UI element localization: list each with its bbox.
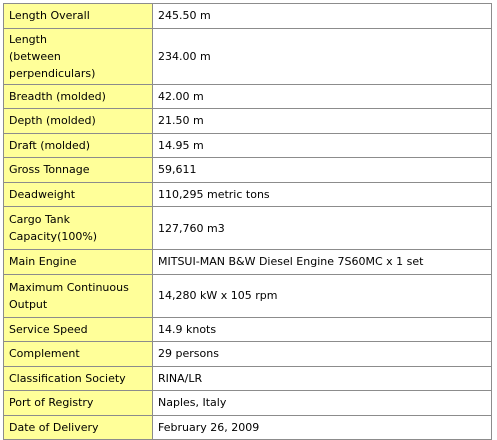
- row-label-text: Length: [9, 32, 47, 46]
- row-value: 14.95 m: [153, 133, 492, 158]
- row-label: [4, 207, 153, 250]
- table-row: [4, 274, 492, 317]
- row-label-text: Complement: [9, 347, 80, 361]
- table-row: [4, 415, 492, 440]
- row-label: [4, 109, 153, 134]
- row-label-text: Date of Delivery: [9, 420, 99, 434]
- row-label-text: Draft (molded): [9, 138, 91, 152]
- row-label-text: Main Engine: [9, 255, 77, 269]
- row-label-text: Port of Registry: [9, 396, 94, 410]
- row-value: RINA/LR: [153, 366, 492, 391]
- row-label-text: (between perpendiculars): [9, 49, 96, 80]
- row-value: 110,295 metric tons: [153, 182, 492, 207]
- row-label-text: Deadweight: [9, 187, 76, 201]
- row-label-text: Output: [9, 297, 48, 311]
- row-label-text: Classification Society: [9, 371, 126, 385]
- row-value: 127,760 m3: [153, 207, 492, 250]
- row-label-text: Capacity(100%): [9, 230, 98, 243]
- table-row: [4, 391, 492, 416]
- row-value: 234.00 m: [153, 28, 492, 84]
- row-label: [4, 342, 153, 367]
- row-label: [4, 182, 153, 207]
- row-label: [4, 250, 153, 275]
- row-label: [4, 366, 153, 391]
- row-label-text: Breadth (molded): [9, 89, 106, 103]
- row-value: 42.00 m: [153, 84, 492, 109]
- row-label-text: Gross Tonnage: [9, 163, 90, 177]
- ship-specifications-table: [3, 3, 492, 440]
- row-value: 29 persons: [153, 342, 492, 367]
- table-row: [4, 158, 492, 183]
- row-value: 14,280 kW x 105 rpm: [153, 274, 492, 317]
- table-row: [4, 4, 492, 29]
- row-label-text: Maximum Continuous: [9, 280, 129, 294]
- row-value: February 26, 2009: [153, 415, 492, 440]
- row-value: 14.9 knots: [153, 317, 492, 342]
- row-label: [4, 84, 153, 109]
- table-row: [4, 84, 492, 109]
- table-row: [4, 317, 492, 342]
- row-label: [4, 28, 153, 84]
- row-label: [4, 133, 153, 158]
- table-row: [4, 182, 492, 207]
- table-row: [4, 342, 492, 367]
- row-label-text: Length Overall: [9, 9, 90, 23]
- row-label-text: Service Speed: [9, 322, 88, 336]
- row-label: [4, 4, 153, 29]
- table-row: [4, 366, 492, 391]
- row-label: [4, 158, 153, 183]
- row-label: [4, 391, 153, 416]
- row-label: [4, 317, 153, 342]
- row-label-text: Depth (molded): [9, 114, 96, 128]
- table-row: [4, 250, 492, 275]
- table-row: [4, 28, 492, 84]
- row-label: [4, 274, 153, 317]
- row-value: MITSUI-MAN B&W Diesel Engine 7S60MC x 1 set: [153, 250, 492, 275]
- row-label: [4, 415, 153, 440]
- row-value: Naples, Italy: [153, 391, 492, 416]
- row-value: 59,611: [153, 158, 492, 183]
- row-value: 21.50 m: [153, 109, 492, 134]
- row-value: 245.50 m: [153, 4, 492, 29]
- row-label-text: Cargo Tank: [9, 213, 70, 226]
- table-row: [4, 109, 492, 134]
- table-row: [4, 207, 492, 250]
- table-row: [4, 133, 492, 158]
